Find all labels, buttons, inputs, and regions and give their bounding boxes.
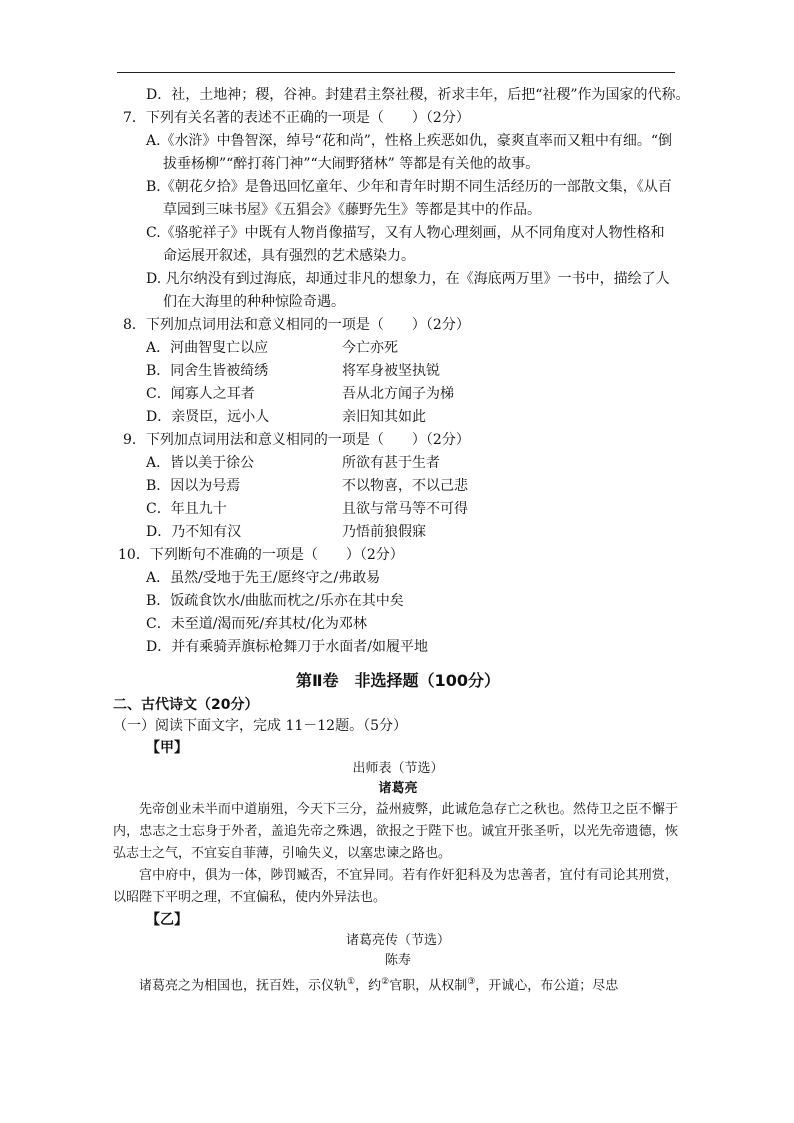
- header-rule: [117, 72, 675, 73]
- q7-option-c-line1: C.《骆驼祥子》中既有人物肖像描写，又有人物心理刻画，从不同角度对人物性格和: [146, 225, 665, 241]
- q8-option-b: [118, 360, 678, 383]
- yi-text-4: ，开诚心，布公道；尽忠: [475, 978, 619, 994]
- q7-option-a-line2: 拔垂杨柳”“醉打蒋门神”“大闹野猪林” 等都是有关他的故事。: [163, 156, 540, 172]
- q8-option-b-right: 将军身被坚执锐: [342, 363, 440, 379]
- section-heading: 二、古代诗文（20分）: [113, 697, 259, 713]
- q7-option-a-line1: A.《水浒》中鲁智深，绰号“花和尚”，性格上疾恶如仇，豪爽直率而又粗中有细。“倒: [146, 133, 673, 149]
- passage-jia-author: 诸葛亮: [378, 781, 418, 796]
- q9-option-d-right: 乃悟前狼假寐: [342, 524, 426, 540]
- q8-option-c: [118, 383, 678, 406]
- q10-option-b: B．饭疏食饮水/曲肱而枕之/乐亦在其中矣: [146, 593, 404, 609]
- q7-option-b-line2: 草园到三味书屋》《五猖会》《藤野先生》等都是其中的作品。: [163, 202, 541, 218]
- q6-option-d: D．社，土地神；稷，谷神。封建君主祭社稷，祈求丰年，后把“社稷”作为国家的代称。: [146, 87, 690, 103]
- passage-yi-paragraph-1: [113, 971, 678, 997]
- q9-option-c-left: C．年且九十: [146, 501, 227, 517]
- q8-option-b-left: B．同舍生皆被绮绣: [146, 363, 269, 379]
- passage-yi-title: 诸葛亮传（节选）: [345, 933, 450, 948]
- q8-option-c-left: C．闻寡人之耳者: [146, 386, 255, 402]
- footnote-1: ①: [347, 977, 356, 987]
- yi-text-1: 诸葛亮之为相国也，抚百姓，示仪轨: [139, 978, 348, 994]
- q8-option-d-left: D．亲贤臣，远小人: [146, 409, 270, 425]
- q9-option-b-left: B．因以为号焉: [146, 478, 241, 494]
- passage-jia-marker: 【甲】: [146, 740, 188, 756]
- exam-page: [113, 84, 690, 997]
- q7-option-d-line2: 们在大海里的种种惊险奇遇。: [163, 294, 345, 310]
- q10-stem: 10．下列断句不准确的一项是（ ）（2分）: [118, 547, 404, 563]
- q8-option-c-right: 吾从北方闻子为梯: [342, 386, 454, 402]
- q8-option-a-right: 今亡亦死: [342, 340, 398, 356]
- q10-option-c: C．未至道/渴而死/弃其杖/化为邓林: [146, 616, 367, 632]
- q9-option-c: [118, 498, 678, 521]
- q9-option-a-right: 所欲有甚于生者: [342, 455, 440, 471]
- passage-yi-marker: 【乙】: [146, 912, 188, 928]
- q7-option-d-line1: D. 凡尔纳没有到过海底，却通过非凡的想象力，在《海底两万里》一书中，描绘了人: [146, 271, 670, 287]
- q8-option-d: [118, 406, 678, 429]
- footnote-3: ③: [467, 977, 476, 987]
- q7-option-c-line2: 命运展开叙述，具有强烈的艺术感染力。: [163, 248, 415, 264]
- q8-option-a-left: A．河曲智叟亡以应: [146, 340, 269, 356]
- subsection-instruction: （一）阅读下面文字，完成 11－12题。（5分）: [113, 718, 407, 734]
- part2-title: 第Ⅱ卷 非选择题（100分）: [296, 671, 500, 690]
- q7-stem: 7．下列有关名著的表述不正确的一项是（ ）（2分）: [123, 110, 470, 126]
- q8-option-a: [118, 337, 678, 360]
- q10-option-d: D．并有乘骑弄旗标枪舞刀于水面者/如履平地: [146, 639, 428, 655]
- q9-stem: 9．下列加点词用法和意义相同的一项是（ ）（2分）: [123, 432, 470, 448]
- passage-jia-title: 出师表（节选）: [352, 761, 444, 776]
- q10-option-a: A．虽然/受地于先王/愿终守之/弗敢易: [146, 570, 381, 586]
- q9-option-d: [118, 521, 678, 544]
- yi-text-2: ，约: [355, 978, 382, 994]
- q9-option-c-right: 且欲与常马等不可得: [342, 501, 468, 517]
- q9-option-a-left: A．皆以美于徐公: [146, 455, 255, 471]
- q8-option-d-right: 亲旧知其如此: [342, 409, 426, 425]
- passage-yi-author: 陈寿: [384, 953, 411, 968]
- passage-jia-paragraph-1: 先帝创业未半而中道崩殂，今天下三分，益州疲弊，此诚危急存亡之秋也。然侍卫之臣不懈于内，忠志之士忘身于外者，盖追先帝之殊遇，欲报之于陛下也。诚宜开张圣听，以光先帝遗德，恢弘志士之气，不宜妄自菲薄，引喻失义，以塞忠谏之路也。: [113, 802, 678, 861]
- q7-option-b-line1: B.《朝花夕拾》是鲁迅回忆童年、少年和青年时期不同生活经历的一部散文集，《从百: [146, 179, 672, 195]
- passage-jia-paragraph-2: 宫中府中，俱为一体，陟罚臧否，不宜异同。若有作奸犯科及为忠善者，宜付有司论其刑赏，以昭陛下平明之理，不宜偏私，使内外异法也。: [113, 868, 678, 905]
- footnote-2: ②: [381, 977, 390, 987]
- q9-option-b: [118, 475, 678, 498]
- q9-option-b-right: 不以物喜，不以己悲: [342, 478, 468, 494]
- q9-option-d-left: D．乃不知有汉: [146, 524, 242, 540]
- q9-option-a: [118, 452, 678, 475]
- q8-stem: 8．下列加点词用法和意义相同的一项是（ ）（2分）: [123, 317, 470, 333]
- yi-text-3: 官职，从权制: [389, 978, 468, 994]
